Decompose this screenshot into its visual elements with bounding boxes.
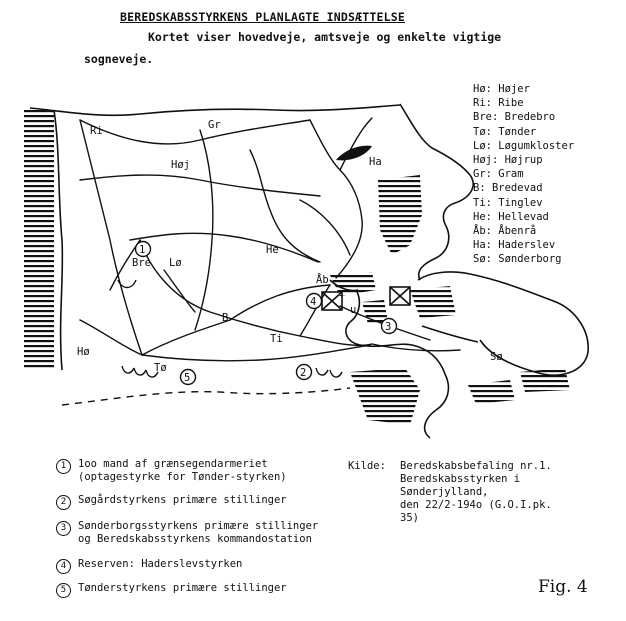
place-label-gr: Gr [208, 119, 221, 131]
legend-text: (optagestyrke for Tønder-styrken) [78, 471, 287, 483]
place-label-ti: Ti [270, 333, 283, 345]
abbreviation-item: Høj: Højrup [473, 154, 543, 167]
figure-label: Fig. 4 [538, 577, 588, 597]
page-title: BEREDSKABSSTYRKENS PLANLAGTE INDSÆTTELSE [120, 10, 405, 24]
west-sea-hatching [24, 110, 54, 370]
source-line: Beredskabsstyrken i [400, 473, 521, 485]
haderslev-fjord [336, 146, 372, 161]
source-line: Beredskabsbefaling nr.1. [400, 460, 552, 472]
place-label-lo: Lø [169, 257, 182, 269]
abbreviation-item: Åb: Åbenrå [473, 225, 537, 238]
place-label-ri: Ri [90, 125, 103, 137]
marker-1: 1 [139, 244, 146, 256]
legend-marker-3: 3 [56, 521, 71, 536]
abbreviation-item: Bre: Bredebro [473, 111, 556, 124]
abbreviation-item: Ti: Tinglev [473, 196, 543, 209]
legend-marker-4: 4 [56, 559, 71, 574]
place-label-hoj: Høj [171, 159, 190, 171]
abbreviation-item: Ha: Haderslev [473, 239, 556, 252]
abbreviation-item: Hø: Højer [473, 83, 530, 95]
place-label-b: B [222, 312, 229, 324]
source-label: Kilde: [348, 460, 386, 472]
source-line: 35) [400, 512, 419, 524]
source-line: Sønderjylland, [400, 486, 489, 498]
legend-text: Sønderborgsstyrkens primære stillinger [78, 520, 319, 532]
legend-marker-5: 5 [56, 583, 71, 598]
source-line: den 22/2-194o (G.O.I.pk. [400, 499, 552, 511]
abbreviation-item: He: Hellevad [473, 210, 549, 223]
marker-2: 2 [300, 367, 307, 379]
legend-text: Tønderstyrkens primære stillinger [78, 582, 287, 594]
place-label-ho: Hø [77, 346, 90, 358]
place-label-bre: Bre [132, 257, 151, 269]
legend-marker-1: 1 [56, 459, 71, 474]
legend-text: Søgårdstyrkens primære stillinger [78, 494, 287, 506]
abbreviation-item: Lø: Løgumkloster [473, 139, 575, 152]
place-label-to: Tø [154, 362, 167, 374]
position-arcs [118, 280, 342, 377]
abbreviation-item: Tø: Tønder [473, 125, 537, 138]
abbreviation-item: Gr: Gram [473, 168, 524, 181]
legend-text: og Beredskabsstyrkens kommandostation [78, 533, 312, 545]
marker-4: 4 [310, 296, 317, 308]
legend-marker-2: 2 [56, 495, 71, 510]
marker-3: 3 [385, 321, 392, 333]
abbreviation-item: Ri: Ribe [473, 97, 524, 110]
legend-text: 1oo mand af grænsegendarmeriet [78, 458, 268, 470]
abbreviation-item: B: Bredevad [473, 182, 543, 195]
place-label-so: Sø [490, 351, 503, 363]
abbreviation-key [473, 82, 574, 267]
place-label-ab: Åb [316, 274, 329, 286]
place-label-u: u [350, 304, 357, 316]
place-label-he: He [266, 244, 279, 256]
legend-text: Reserven: Haderslevstyrken [78, 558, 243, 570]
national-border [62, 388, 350, 405]
marker-5: 5 [184, 372, 191, 384]
map-description-line1: Kortet viser hovedveje, amtsveje og enkelte vigtige [148, 30, 502, 44]
place-label-ha: Ha [369, 156, 382, 168]
abbreviation-item: Sø: Sønderborg [473, 253, 562, 266]
map-description-line2: sogneveje. [84, 52, 154, 66]
